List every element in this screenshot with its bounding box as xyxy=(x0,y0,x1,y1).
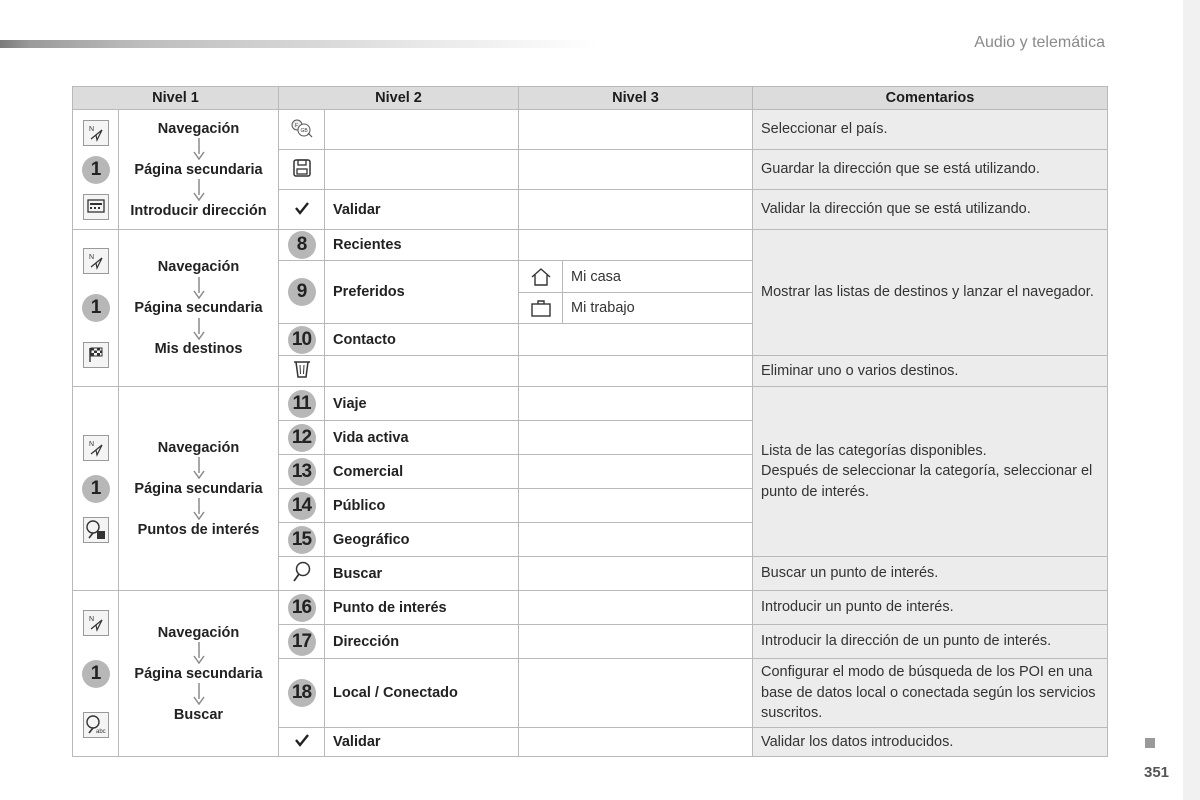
level2-label-recientes: Recientes xyxy=(325,230,519,261)
step-number-badge: 1 xyxy=(82,475,110,503)
svg-text:N: N xyxy=(88,440,94,448)
level3-empty xyxy=(519,110,753,150)
number-badge-12: 12 xyxy=(288,424,316,452)
svg-text:N: N xyxy=(88,615,94,623)
column-header-level2: Nivel 2 xyxy=(279,87,519,110)
poi-icon xyxy=(83,517,109,543)
flow-step-navegacion: Navegación xyxy=(157,259,240,275)
navigation-menu-table xyxy=(72,86,1108,757)
down-arrow-icon xyxy=(193,179,205,202)
level1-icons-cell xyxy=(73,230,119,387)
trash-icon xyxy=(279,356,325,387)
down-arrow-icon xyxy=(193,276,205,299)
table-row xyxy=(73,387,1108,421)
step-number-badge: 1 xyxy=(82,294,110,322)
home-icon xyxy=(519,261,563,292)
shared-comment-categorias xyxy=(753,387,1108,557)
step-number-badge: 1 xyxy=(82,660,110,688)
section-title: Audio y telemática xyxy=(974,34,1105,51)
level2-label xyxy=(325,150,519,190)
number-badge-8: 8 xyxy=(288,231,316,259)
comment-cell: Eliminar uno o varios destinos. xyxy=(753,356,1108,387)
level3-label: Mi trabajo xyxy=(571,300,635,316)
number-badge-18: 18 xyxy=(288,679,316,707)
flow-step-navegacion: Navegación xyxy=(157,439,240,456)
svg-text:GB: GB xyxy=(300,127,308,134)
header-gradient-bar xyxy=(0,40,600,48)
svg-text:abc: abc xyxy=(95,728,106,735)
briefcase-icon xyxy=(519,293,563,323)
flow-step-buscar: Buscar xyxy=(173,706,224,723)
table-header-row xyxy=(73,87,1108,110)
comment-cell: Validar la dirección que se está utilizando. xyxy=(753,190,1108,230)
level2-label-punto-de-interes: Punto de interés xyxy=(325,591,519,625)
comment-line: Lista de las categorías disponibles. xyxy=(761,442,987,459)
level2-label-local-conectado: Local / Conectado xyxy=(325,659,519,728)
level1-flow-cell xyxy=(119,110,279,230)
save-icon xyxy=(279,150,325,190)
level2-label-preferidos: Preferidos xyxy=(325,261,519,324)
level2-label xyxy=(325,356,519,387)
navigation-icon xyxy=(83,120,109,146)
comment-cell: Introducir la dirección de un punto de interés. xyxy=(753,625,1108,659)
level3-empty xyxy=(519,230,753,261)
table-row xyxy=(73,110,1108,150)
level2-label-direccion: Dirección xyxy=(325,625,519,659)
level2-label-validar: Validar xyxy=(325,728,519,757)
level2-label-contacto: Contacto xyxy=(325,324,519,356)
level3-item-mi-casa xyxy=(519,261,752,292)
level3-empty xyxy=(519,489,753,523)
svg-text:N: N xyxy=(88,254,94,261)
level1-flow-cell xyxy=(119,387,279,591)
level3-empty xyxy=(519,557,753,591)
level3-item-mi-trabajo xyxy=(519,292,752,323)
column-header-comments: Comentarios xyxy=(753,87,1108,110)
column-header-level1: Nivel 1 xyxy=(73,87,279,110)
number-badge-15: 15 xyxy=(288,526,316,554)
comment-cell: Introducir un punto de interés. xyxy=(753,591,1108,625)
down-arrow-icon xyxy=(193,317,205,340)
search-abc-icon xyxy=(83,712,109,738)
checkmark-icon xyxy=(279,190,325,230)
search-icon xyxy=(279,557,325,591)
flow-step-puntos-de-interes: Puntos de interés xyxy=(137,521,260,538)
flow-step-mis-destinos: Mis destinos xyxy=(154,341,243,357)
level3-empty xyxy=(519,728,753,757)
down-arrow-icon xyxy=(193,138,205,161)
step-number-badge: 1 xyxy=(82,156,110,184)
column-header-level3: Nivel 3 xyxy=(519,87,753,110)
level3-label: Mi casa xyxy=(571,268,621,285)
checkmark-icon xyxy=(279,728,325,757)
table-row xyxy=(73,591,1108,625)
navigation-icon xyxy=(83,610,109,636)
level3-subtable xyxy=(519,261,753,324)
flow-step-pagina-secundaria: Página secundaria xyxy=(134,300,263,316)
level3-empty xyxy=(519,356,753,387)
down-arrow-icon xyxy=(193,642,205,665)
flow-step-pagina-secundaria: Página secundaria xyxy=(134,665,263,682)
level2-label-publico: Público xyxy=(325,489,519,523)
level3-empty xyxy=(519,150,753,190)
down-arrow-icon xyxy=(193,683,205,706)
page-number: 351 xyxy=(1144,764,1170,781)
navigation-icon xyxy=(83,435,109,461)
flow-step-pagina-secundaria: Página secundaria xyxy=(134,161,263,178)
table-row xyxy=(73,230,1108,261)
checkered-flag-icon xyxy=(83,342,109,368)
number-badge-10: 10 xyxy=(288,326,316,354)
level3-empty xyxy=(519,659,753,728)
comment-cell: Buscar un punto de interés. xyxy=(753,557,1108,591)
page-edge-strip xyxy=(1183,0,1200,800)
level3-empty xyxy=(519,324,753,356)
level2-label-comercial: Comercial xyxy=(325,455,519,489)
level2-label-vida-activa: Vida activa xyxy=(325,421,519,455)
level3-empty xyxy=(519,387,753,421)
comment-line: Después de seleccionar la categoría, seleccionar el punto de interés. xyxy=(761,463,1093,500)
number-badge-9: 9 xyxy=(288,278,316,306)
level2-label-viaje: Viaje xyxy=(325,387,519,421)
level2-label-buscar: Buscar xyxy=(325,557,519,591)
down-arrow-icon xyxy=(193,457,205,480)
navigation-icon xyxy=(83,248,109,274)
down-arrow-icon xyxy=(193,498,205,521)
level3-empty xyxy=(519,190,753,230)
level1-icons-cell xyxy=(73,387,119,591)
comment-cell: Seleccionar el país. xyxy=(753,110,1108,150)
comment-cell: Configurar el modo de búsqueda de los POI en una base de datos local o conectada según los servicios suscritos. xyxy=(753,659,1108,728)
level1-flow-cell xyxy=(119,230,279,387)
svg-text:F: F xyxy=(294,122,298,129)
page-marker-square xyxy=(1145,738,1155,748)
level2-label xyxy=(325,110,519,150)
level1-flow-cell xyxy=(119,591,279,757)
number-badge-11: 11 xyxy=(288,390,316,418)
number-badge-16: 16 xyxy=(288,594,316,622)
flow-step-navegacion: Navegación xyxy=(157,624,240,641)
level2-label-validar: Validar xyxy=(325,190,519,230)
level2-label-geografico: Geográfico xyxy=(325,523,519,557)
level3-empty xyxy=(519,523,753,557)
level3-empty xyxy=(519,455,753,489)
country-flag-icon xyxy=(279,110,325,150)
level1-icons-cell xyxy=(73,591,119,757)
number-badge-14: 14 xyxy=(288,492,316,520)
level3-empty xyxy=(519,625,753,659)
svg-text:N: N xyxy=(88,125,94,133)
number-badge-13: 13 xyxy=(288,458,316,486)
address-entry-icon xyxy=(83,194,109,220)
comment-cell: Guardar la dirección que se está utilizando. xyxy=(753,150,1108,190)
flow-step-introducir-direccion: Introducir dirección xyxy=(130,202,267,219)
level3-empty xyxy=(519,421,753,455)
comment-cell: Validar los datos introducidos. xyxy=(753,728,1108,757)
level3-empty xyxy=(519,591,753,625)
shared-comment-destinos: Mostrar las listas de destinos y lanzar el navegador. xyxy=(753,230,1108,356)
level1-icons-cell xyxy=(73,110,119,230)
flow-step-pagina-secundaria: Página secundaria xyxy=(134,480,263,497)
flow-step-navegacion: Navegación xyxy=(157,120,240,137)
number-badge-17: 17 xyxy=(288,628,316,656)
